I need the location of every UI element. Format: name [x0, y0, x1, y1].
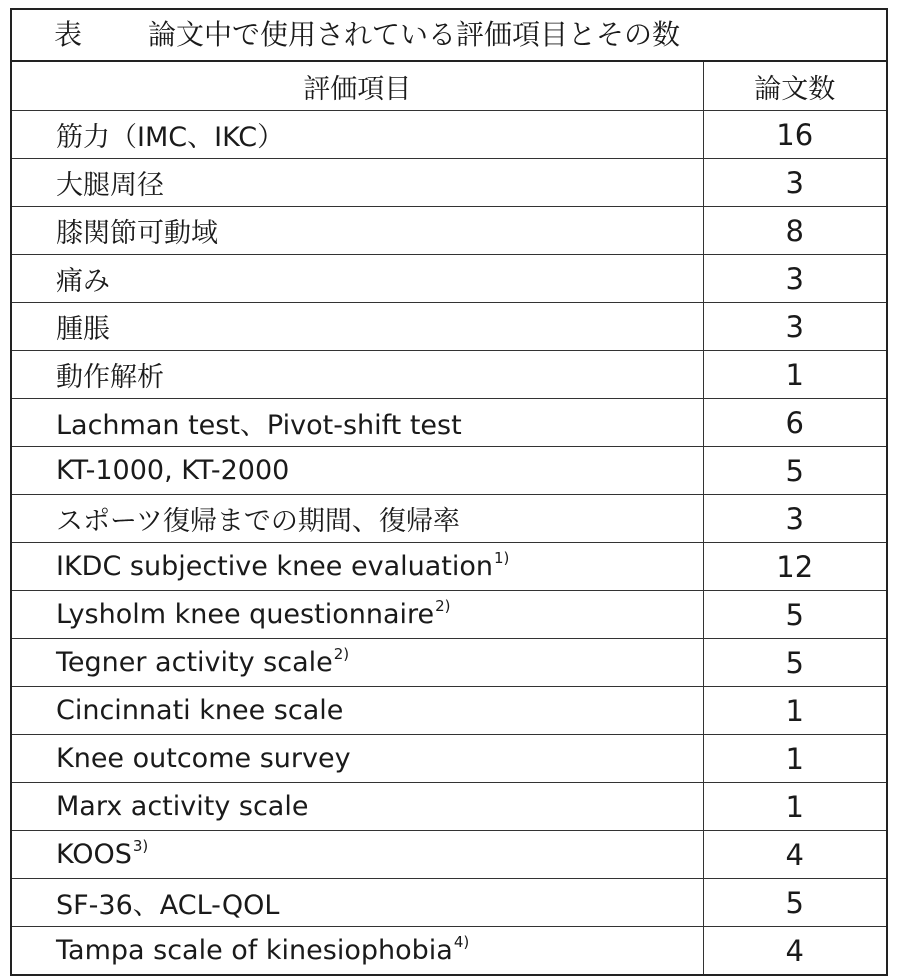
evaluation-item-cell: [12, 735, 703, 783]
reference-superscript: 2): [333, 645, 350, 663]
evaluation-item-text: Tegner activity scale: [56, 647, 333, 678]
paper-count-cell: 4: [785, 933, 804, 968]
header-paper-count: 論文数: [703, 62, 886, 111]
table-row: [12, 207, 886, 255]
table-caption: [12, 10, 886, 62]
evaluation-table-frame: [10, 8, 888, 976]
table-caption-title: 論文中で使用されている評価項目とその数: [148, 18, 681, 51]
paper-count-cell: 12: [703, 543, 886, 591]
table-body: [12, 111, 886, 975]
evaluation-item-cell: [12, 399, 703, 447]
table-row: [12, 255, 886, 303]
evaluation-item-text: Tampa scale of kinesiophobia: [56, 935, 453, 966]
paper-count-cell: 6: [703, 399, 886, 447]
paper-count-cell: 5: [703, 879, 886, 927]
evaluation-item-cell: [12, 543, 703, 591]
evaluation-item-text: Cincinnati knee scale: [56, 695, 344, 726]
paper-count-cell: 4: [703, 831, 886, 879]
evaluation-item-cell: [12, 879, 703, 927]
reference-superscript: 4): [453, 933, 470, 951]
evaluation-item-text: スポーツ復帰までの期間、復帰率: [56, 506, 460, 537]
evaluation-items-table: [12, 62, 886, 974]
paper-count-cell: 3: [703, 159, 886, 207]
table-row: [12, 303, 886, 351]
table-row: [12, 735, 886, 783]
table-row: [12, 927, 886, 975]
table-caption-label: 表: [54, 18, 83, 51]
paper-count-cell: 3: [703, 495, 886, 543]
evaluation-item-cell: [12, 783, 703, 831]
paper-count-cell: 5: [703, 639, 886, 687]
table-row: [12, 879, 886, 927]
table-row: [12, 495, 886, 543]
header-evaluation-item: 評価項目: [12, 62, 703, 111]
paper-count-cell: 5: [703, 447, 886, 495]
evaluation-item-text: IKDC subjective knee evaluation: [56, 551, 493, 582]
paper-count-cell: 3: [703, 255, 886, 303]
table-row: [12, 111, 886, 159]
reference-superscript: 2): [435, 597, 451, 615]
reference-superscript: 3): [132, 837, 149, 855]
table-row: [12, 639, 886, 687]
evaluation-item-text: 痛み: [56, 266, 110, 297]
table-row: [12, 831, 886, 879]
paper-count-cell: 1: [703, 783, 886, 831]
evaluation-item-text: 腫脹: [56, 314, 110, 345]
evaluation-item-cell: [12, 447, 703, 495]
table-row: [12, 399, 886, 447]
evaluation-item-text: 筋力（IMC、IKC）: [56, 122, 285, 153]
paper-count-cell: 5: [703, 591, 886, 639]
paper-count-cell: 8: [703, 207, 886, 255]
evaluation-item-cell: [12, 351, 703, 399]
table-row: [12, 159, 886, 207]
evaluation-item-cell: [12, 255, 703, 303]
evaluation-item-cell: [12, 927, 703, 975]
table-row: [12, 447, 886, 495]
table-row: [12, 687, 886, 735]
paper-count-cell: 1: [703, 687, 886, 735]
evaluation-item-text: KT-1000, KT-2000: [56, 455, 290, 486]
evaluation-item-text: Marx activity scale: [56, 791, 309, 822]
table-row: [12, 591, 886, 639]
evaluation-item-cell: [12, 639, 703, 687]
evaluation-item-cell: [12, 303, 703, 351]
evaluation-item-text: SF-36、ACL-QOL: [56, 890, 280, 921]
evaluation-item-cell: [12, 207, 703, 255]
table-row: [12, 783, 886, 831]
evaluation-item-cell: [12, 831, 703, 879]
evaluation-item-text: 膝関節可動域: [56, 218, 218, 249]
evaluation-item-cell: [12, 591, 703, 639]
evaluation-item-text: Lysholm knee questionnaire: [56, 599, 435, 630]
table-header-row: [12, 62, 886, 111]
paper-count-cell: 1: [703, 351, 886, 399]
evaluation-item-text: Lachman test、Pivot-shift test: [56, 410, 462, 441]
evaluation-item-text: KOOS: [56, 839, 132, 870]
table-row: [12, 351, 886, 399]
evaluation-item-cell: [12, 111, 703, 159]
evaluation-item-text: 大腿周径: [56, 170, 164, 201]
evaluation-item-text: Knee outcome survey: [56, 743, 351, 774]
evaluation-item-text: 動作解析: [56, 362, 164, 393]
evaluation-item-cell: [12, 687, 703, 735]
paper-count-cell: 3: [703, 303, 886, 351]
paper-count-cell: 1: [703, 735, 886, 783]
evaluation-item-cell: [12, 159, 703, 207]
table-row: [12, 543, 886, 591]
paper-count-cell: 16: [703, 111, 886, 159]
evaluation-item-cell: [12, 495, 703, 543]
reference-superscript: 1): [494, 549, 510, 567]
